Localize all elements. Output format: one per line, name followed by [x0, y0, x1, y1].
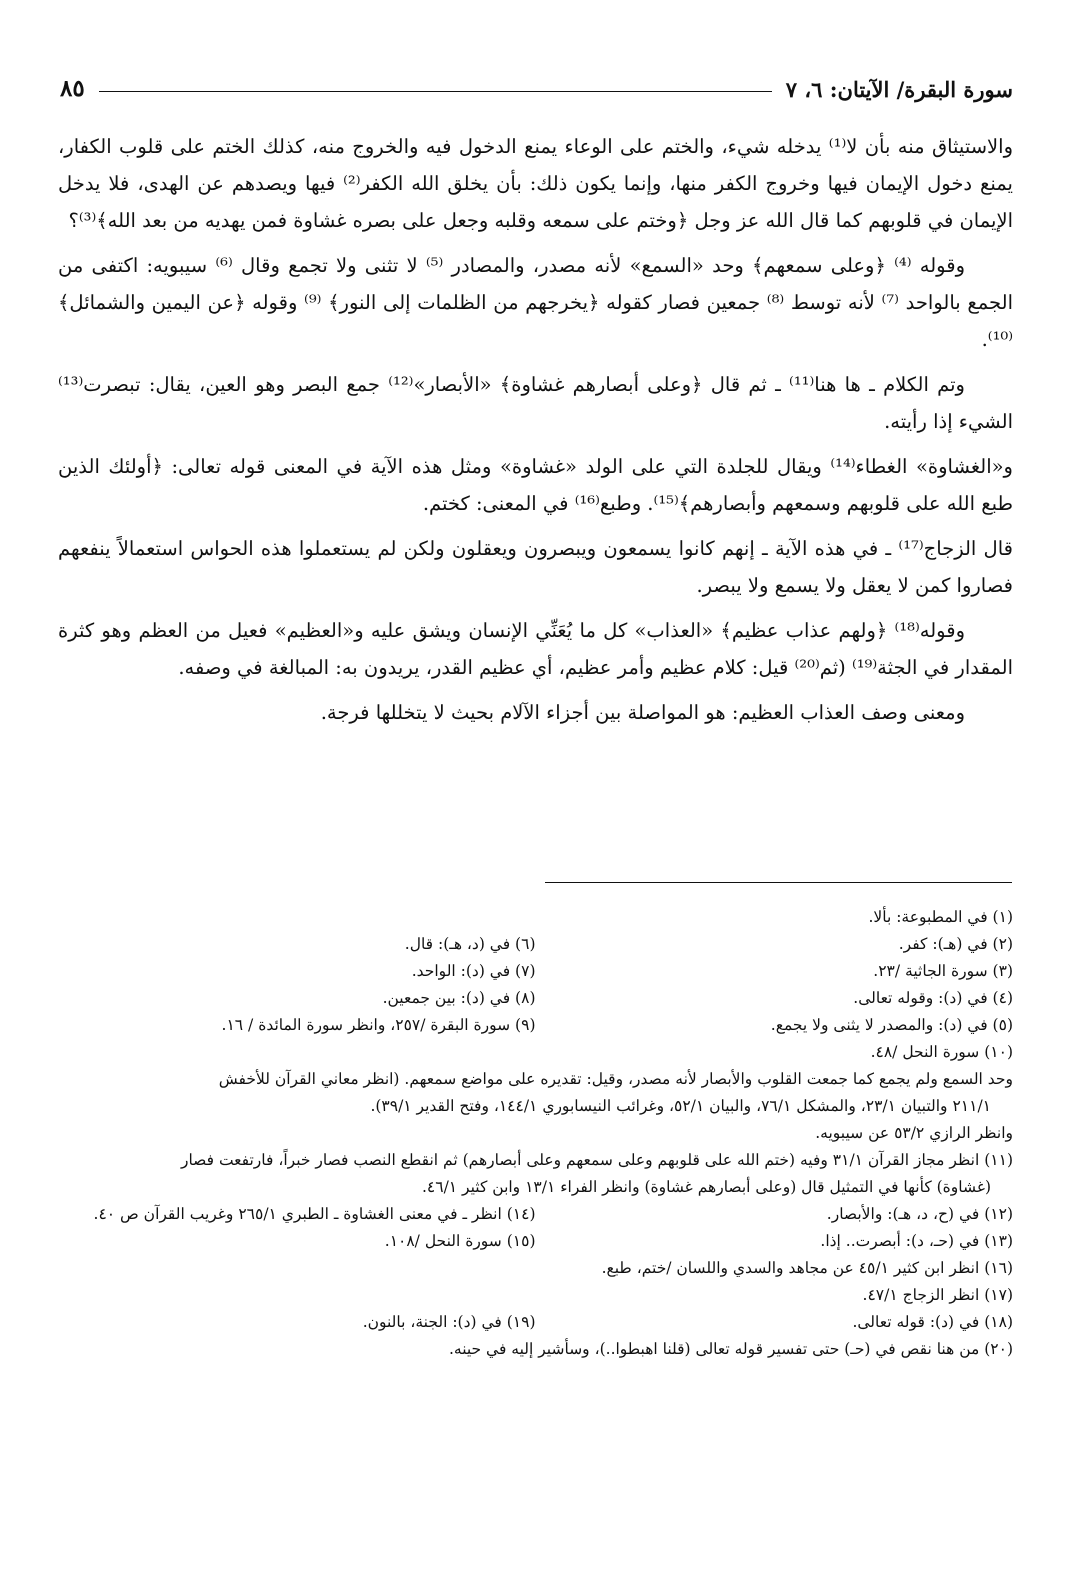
paragraph: و«الغشاوة» الغطاء⁽¹⁴⁾ ويقال للجلدة التي على الولد «غشاوة» ومثل هذه الآية في المعنى قوله تعالى: ﴿أولئك الذين طبع الله على قلوبهم وسمعهم وأبصارهم﴾⁽¹⁵⁾. وطبع⁽¹⁶⁾ في المعنى: كختم. — [58, 455, 1013, 515]
footnote: (١٣) في (حـ، د): أبصرت.. إذا. — [820, 1232, 1013, 1250]
footnote: (١٢) في (ح، د، هـ): والأبصار. — [826, 1205, 1013, 1223]
footnote: (١٨) في (د): قوله تعالى. — [852, 1313, 1013, 1331]
paragraph: ومعنى وصف العذاب العظيم: هو المواصلة بين أجزاء الآلام بحيث لا يتخللها فرجة. — [320, 701, 965, 724]
footnote: (٧) في (د): الواحد. — [411, 962, 536, 980]
footnote: (٤) في (د): وقوله تعالى. — [853, 989, 1013, 1007]
footnote-continuation: وحد السمع ولم يجمع كما جمعت القلوب والأبصار لأنه مصدر، وقيل: تقديره على مواضع سمعهم. (انظر معاني القرآن للأخفش — [218, 1070, 1013, 1088]
footnote: (١) في المطبوعة: بألا. — [868, 908, 1013, 926]
footnote: (٦) في (د، هـ): قال. — [404, 935, 536, 953]
footnote: (١٦) انظر ابن كثير ٤٥/١ عن مجاهد والسدي واللسان /ختم، طبع. — [601, 1259, 1013, 1277]
paragraph: وقوله ⁽⁴⁾ ﴿وعلى سمعهم﴾ وحد «السمع» لأنه مصدر، والمصادر ⁽⁵⁾ لا تثنى ولا تجمع وقال ⁽⁶⁾ سيبويه: اكتفى من الجمع بالواحد ⁽⁷⁾ لأنه توسط ⁽⁸⁾ جمعين فصار كقوله ﴿يخرجهم من الظلمات إلى النور﴾ ⁽⁹⁾ وقوله ﴿عن اليمين والشمائل﴾⁽¹⁰⁾. — [58, 254, 1013, 351]
footnote-row — [58, 1228, 1013, 1255]
footnote: (١١) انظر مجاز القرآن ٣١/١ وفيه (ختم الله على قلوبهم وعلى سمعهم وعلى أبصارهم) ثم انقطع النصب فصار خبراً، فارتفعت فصار — [180, 1151, 1013, 1169]
page-number: ٨٥ — [60, 75, 85, 102]
footnote: (٥) في (د): والمصدر لا يثنى ولا يجمع. — [770, 1016, 1013, 1034]
footnote-continuation: (غشاوة) كأنها في التمثيل قال (وعلى أبصارهم غشاوة) وانظر الفراء ١٣/١ وابن كثير ٤٦/١. — [421, 1178, 991, 1196]
footnote: (١٠) سورة النحل /٤٨. — [870, 1043, 1013, 1061]
footnote-row — [58, 1201, 1013, 1228]
footnote-continuation: ٢١١/١ والتبيان ٢٣/١، والمشكل ٧٦/١، والبيان ٥٢/١، وغرائب النيسابوري ١٤٤/١، وفتح القدير ٣٩/١). — [370, 1097, 991, 1115]
paragraph: وتم الكلام ـ ها هنا⁽¹¹⁾ ـ ثم قال ﴿وعلى أبصارهم غشاوة﴾ «الأبصار»⁽¹²⁾ جمع البصر وهو العين، يقال: تبصرت⁽¹³⁾ الشيء إذا رأيته. — [58, 373, 1013, 433]
running-header — [60, 62, 1013, 102]
footnote: (١٤) انظر ـ في معنى الغشاوة ـ الطبري ٢٦٥/١ وغريب القرآن ص ٤٠. — [93, 1205, 536, 1223]
footnote: (١٥) سورة النحل /١٠٨. — [384, 1232, 536, 1250]
footnotes — [58, 904, 1013, 1363]
footnote: (٢) في (هـ): كفر. — [898, 935, 1013, 953]
footnote-separator — [545, 882, 1012, 883]
footnote: (٩) سورة البقرة /٢٥٧، وانظر سورة المائدة / ١٦. — [221, 1016, 536, 1034]
header-rule — [99, 91, 772, 92]
footnote: (١٩) في (د): الجنة، بالنون. — [362, 1313, 536, 1331]
paragraph: قال الزجاج⁽¹⁷⁾ ـ في هذه الآية ـ إنهم كانوا يسمعون ويبصرون ويعقلون ولكن لم يستعملوا هذه الحواس استعمالاً ينفعهم فصاروا كمن لا يعقل ولا يسمع ولا يبصر. — [58, 537, 1013, 597]
footnote-row — [58, 985, 1013, 1012]
footnote: (١٧) انظر الزجاج ٤٧/١. — [862, 1286, 1013, 1304]
main-text — [58, 128, 1013, 739]
footnote: (٣) سورة الجاثية /٢٣. — [873, 962, 1013, 980]
footnote-row — [58, 931, 1013, 958]
footnote: (٢٠) من هنا نقص في (حـ) حتى تفسير قوله تعالى (قلنا اهبطوا..)، وسأشير إليه في حينه. — [448, 1340, 1013, 1358]
header-title: سورة البقرة/ الآيتان: ٦، ٧ — [785, 77, 1013, 102]
footnote-continuation: وانظر الرازي ٥٣/٢ عن سيبويه. — [815, 1124, 1013, 1142]
footnote-row — [58, 958, 1013, 985]
footnote: (٨) في (د): بين جمعين. — [382, 989, 536, 1007]
paragraph: وقوله⁽¹⁸⁾ ﴿ولهم عذاب عظيم﴾ «العذاب» كل ما يُعَنِّي الإنسان ويشق عليه و«العظيم» فعيل من العظم وهو كثرة المقدار في الجثة⁽¹⁹⁾ (ثم⁽²⁰⁾ قيل: كلام عظيم وأمر عظيم، أي عظيم القدر، يريدون به: المبالغة في وصفه. — [58, 619, 1013, 679]
footnote-row — [58, 1012, 1013, 1039]
paragraph: والاستيثاق منه بأن لا⁽¹⁾ يدخله شيء، والختم على الوعاء يمنع الدخول فيه والخروج منه، كذلك الختم على قلوب الكفار، يمنع دخول الإيمان فيها وخروج الكفر منها، وإنما يكون ذلك: بأن يخلق الله الكفر⁽²⁾ فيها ويصدهم عن الهدى، فلا يدخل الإيمان في قلوبهم كما قال الله عز وجل ﴿وختم على سمعه وقلبه وجعل على بصره غشاوة فمن يهديه من بعد الله﴾⁽³⁾؟ — [58, 135, 1013, 232]
footnote-row — [58, 1309, 1013, 1336]
